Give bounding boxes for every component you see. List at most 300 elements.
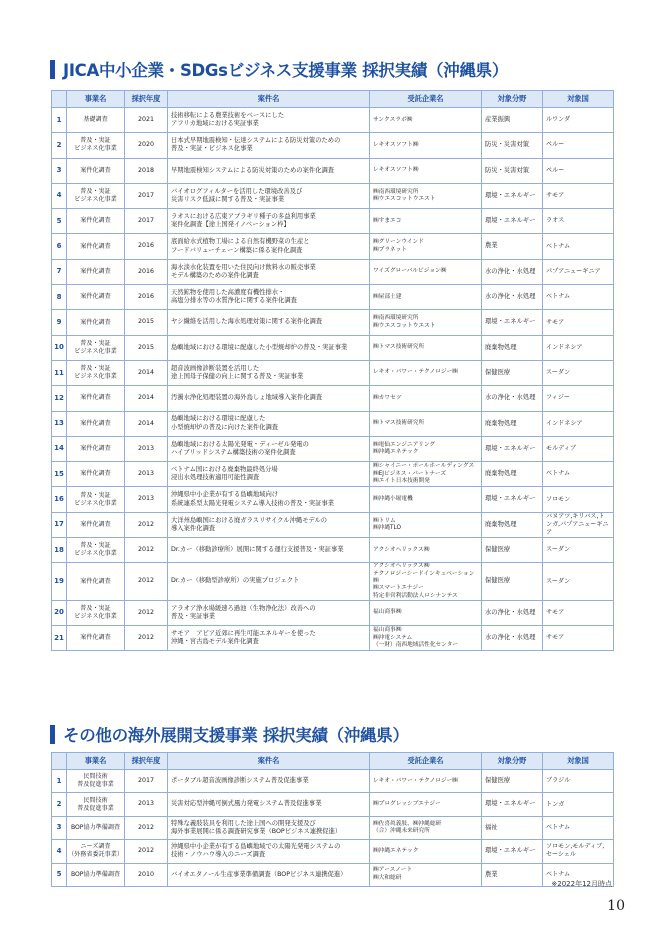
company-cell-line: ㈱アースノート [373,867,413,874]
row-number: 12 [52,386,67,411]
year-cell: 2016 [125,285,168,310]
header-no [52,91,67,108]
project-cell-line: 底面給水式植物工場による自然有機野菜の生産と [171,238,310,246]
category-cell [67,840,125,863]
project-cell-line: 島嶼地域における環境に配慮した小型焼却炉の普及・実証事業 [171,343,348,351]
row-number: 5 [52,863,67,886]
project-cell [168,563,370,600]
field-cell: 保健医療 [482,770,543,793]
field-cell: 農業 [482,863,543,886]
project-cell-line: 災害リスク低減に関する普及・実証事業 [171,196,285,204]
country-cell: ブラジル [543,770,614,793]
company-cell [370,108,482,133]
project-cell [168,770,370,793]
project-cell-line: 普及・実証・ビジネス化事業 [171,145,253,153]
category-cell [67,538,125,563]
field-cell: 環境・エネルギー [482,840,543,863]
project-cell [168,436,370,461]
field-cell: 環境・エネルギー [482,209,543,234]
category-cell [67,234,125,259]
company-cell-line: ㈱沖縄TLO [373,524,401,531]
project-cell [168,840,370,863]
company-cell-line: アクシオヘリックス㈱ [373,563,430,570]
country-cell: ソロモン [543,487,614,512]
country-cell: サモア [543,310,614,335]
year-cell: 2012 [125,840,168,863]
category-cell-line: ビジネス化事業 [74,347,117,355]
field-cell: 環境・エネルギー [482,310,543,335]
table-row [52,108,614,133]
company-cell [370,285,482,310]
category-cell-line: 案件化調査 [80,293,111,301]
company-cell [370,133,482,158]
year-cell: 2012 [125,600,168,625]
company-cell [370,462,482,487]
project-cell [168,285,370,310]
company-cell-line: ㈱スマートエナジー [373,585,424,592]
header-field: 対象分野 [482,91,543,108]
category-cell-line: （外務省委託事業） [68,851,123,859]
company-cell-line: ㈱エイト日本技術開発 [373,477,430,484]
category-cell-line: BOP協力準備調査 [70,823,121,831]
category-cell [67,626,125,651]
year-cell: 2015 [125,310,168,335]
project-cell-line: ベトナム国における廃棄物最終処分場 [171,466,278,473]
company-cell-line: ㈱プログレッシブエナジー [373,800,441,807]
year-cell: 2014 [125,386,168,411]
country-cell: バヌアツ,キリバス,トンガ,パプアニューギニア [543,512,614,537]
table-row [52,626,614,651]
category-cell-line: 案件化調査 [80,577,111,585]
row-number: 3 [52,158,67,183]
table-row [52,360,614,385]
project-cell-line: ラオスにおける広東アブラギリ種子の多益利用事業 [171,213,316,221]
header-no [52,753,67,770]
field-cell: 水の浄化・水処理 [482,386,543,411]
project-cell-line: 高塩分排水等の水質浄化に関する案件化調査 [171,297,297,305]
field-cell: 水の浄化・水処理 [482,626,543,651]
country-cell: スーダン [543,563,614,600]
category-cell-line: 案件化調査 [80,470,111,478]
company-cell-line: ㈱トリム [373,517,396,524]
table-row [52,563,614,600]
country-cell: サモア [543,626,614,651]
project-cell [168,183,370,208]
category-cell-line: ビジネス化事業 [74,550,117,558]
field-cell: 廃棄物処理 [482,462,543,487]
row-number: 6 [52,234,67,259]
row-number: 2 [52,793,67,816]
project-cell-line: 日本式早期地震検知・伝達システムによる防災対策のための [171,137,341,145]
row-number: 8 [52,285,67,310]
company-cell-line: 福山商事㈱ [373,627,402,634]
category-cell [67,133,125,158]
company-cell [370,863,482,886]
company-cell [370,487,482,512]
company-cell-line: （合）沖縄未来研究所 [373,827,430,834]
project-cell-line: 早期地震検知システムによる防災対策のための案件化調査 [171,166,335,174]
header-company: 受託企業名 [370,91,482,108]
project-cell-line: 特殊な義肢装具を利用した途上国への開発支援及び [171,819,316,827]
row-number: 4 [52,183,67,208]
country-cell: ベトナム [543,234,614,259]
company-cell-line: レキオスソフト㈱ [373,141,419,148]
row-number: 5 [52,209,67,234]
category-cell [67,793,125,816]
project-cell [168,234,370,259]
category-cell-line: ビジネス化事業 [74,196,117,204]
category-cell [67,462,125,487]
row-number: 16 [52,487,67,512]
company-cell [370,512,482,537]
project-cell [168,793,370,816]
year-cell: 2016 [125,234,168,259]
company-cell [370,209,482,234]
table-row [52,183,614,208]
project-cell [168,411,370,436]
year-cell: 2013 [125,487,168,512]
country-cell: ソロモン,モルディブ,セーシェル [543,840,614,863]
year-cell: 2020 [125,133,168,158]
category-cell-line: 案件化調査 [80,166,111,174]
company-cell [370,360,482,385]
company-cell-line: ㈱カワセツ [373,394,402,401]
company-cell-line: ㈱大和総研 [373,874,402,881]
country-cell: ベトナム [543,816,614,839]
project-cell [168,600,370,625]
company-cell [370,626,482,651]
company-cell-line: ㈱ウエスコットウエスト [373,196,436,203]
table-row [52,436,614,461]
category-cell [67,563,125,600]
category-cell [67,863,125,886]
field-cell: 保健医療 [482,360,543,385]
project-cell-line: 沖縄・宮古島モデル案件化調査 [171,638,259,646]
company-cell [370,335,482,360]
row-number: 2 [52,133,67,158]
country-cell: サモア [543,183,614,208]
row-number: 13 [52,411,67,436]
year-cell: 2013 [125,793,168,816]
row-number: 7 [52,259,67,284]
field-cell: 環境・エネルギー [482,183,543,208]
project-cell-line: 災害対応型沖縄可倒式風力発電システム普及促進事業 [171,800,322,808]
other-results-table [51,752,614,887]
jica-results-table [51,90,614,651]
table-row [52,487,614,512]
project-cell-line: ハイブリッドシステム構築技術の案件化調査 [171,449,296,456]
header-field: 対象分野 [482,753,543,770]
company-cell [370,183,482,208]
project-cell [168,209,370,234]
field-cell: 保健医療 [482,563,543,600]
table-row [52,234,614,259]
country-cell: インドネシア [543,411,614,436]
year-cell: 2017 [125,183,168,208]
company-cell-line: レキオ・パワー・テクノロジー㈱ [373,369,458,376]
row-number: 4 [52,840,67,863]
category-cell [67,360,125,385]
category-cell-line: 案件化調査 [80,217,111,225]
year-cell: 2012 [125,563,168,600]
country-cell: ラオス [543,209,614,234]
project-cell-line: 大洋州島嶼国における廃ガラスリサイクル沖縄モデルの [171,516,328,524]
project-cell-line: 島嶼地域における太陽光発電・ディーゼル発電の [171,440,309,448]
company-cell-line: ㈱EJビジネス・パートナーズ [373,470,447,477]
year-cell: 2015 [125,335,168,360]
category-cell [67,436,125,461]
row-number: 14 [52,436,67,461]
category-cell-line: ビジネス化事業 [74,499,117,507]
project-cell [168,259,370,284]
table-row [52,600,614,625]
category-cell [67,285,125,310]
category-cell-line: 普及・実証 [80,339,111,347]
company-cell [370,600,482,625]
company-cell [370,840,482,863]
company-cell [370,386,482,411]
country-cell: スーダン [543,538,614,563]
category-cell-line: 案件化調査 [80,634,111,642]
country-cell: ベトナム [543,863,614,886]
project-cell-line: アラオア浄水場緩速ろ過池（生物浄化法）改善への [171,604,316,612]
category-cell-line: 民間技術 [83,773,108,781]
company-cell [370,793,482,816]
category-cell-line: 普及促進事業 [77,781,114,789]
category-cell-line: 基礎調査 [83,116,108,124]
category-cell-line: ニーズ調査 [80,843,111,851]
company-cell-line: ㈱トマス技術研究所 [373,344,425,351]
category-cell [67,386,125,411]
table-row [52,512,614,537]
row-number: 19 [52,563,67,600]
year-cell: 2013 [125,436,168,461]
company-cell-line: ㈱南西環境研究所 [373,188,419,195]
category-cell-line: 案件化調査 [80,419,111,427]
company-cell-line: ㈱トマス技術研究所 [373,420,425,427]
section-title-text: その他の海外展開支援事業 採択実績（沖縄県） [63,726,409,745]
field-cell: 防災・災害対策 [482,133,543,158]
category-cell [67,411,125,436]
category-cell-line: 案件化調査 [80,267,111,275]
project-cell [168,310,370,335]
project-cell [168,158,370,183]
header-year: 採択年度 [125,91,168,108]
company-cell-line: ㈱プラネット [373,246,407,253]
company-cell-line: アクシオヘリックス㈱ [373,546,430,553]
country-cell: モルディブ [543,436,614,461]
category-cell [67,512,125,537]
company-cell-line: テクノロジーシードインキュベーション㈱ [373,570,475,584]
project-cell-line: 小型焼却炉の普及に向けた案件化調査 [171,423,279,431]
company-cell [370,563,482,600]
project-cell-line: 技術移転による農業技術をベースにした [171,111,285,119]
year-cell: 2010 [125,863,168,886]
row-number: 3 [52,816,67,839]
project-cell [168,626,370,651]
table-row [52,816,614,839]
project-cell-line: 海水淡水化装置を用いた住民向け飲料水の販売事業 [171,263,316,271]
category-cell-line: ビジネス化事業 [74,612,117,620]
category-cell [67,158,125,183]
country-cell: ペルー [543,158,614,183]
category-cell-line: 案件化調査 [80,242,111,250]
field-cell: 水の浄化・水処理 [482,285,543,310]
company-cell-line: （一財）南西地域活性化センター [373,641,459,648]
company-cell-line: ㈱屋部土建 [373,293,402,300]
category-cell-line: 案件化調査 [80,444,111,452]
category-cell-line: 普及・実証 [80,137,111,145]
category-cell-line: 案件化調査 [80,520,111,528]
company-cell-line: ㈱電仙エンジニアリング [373,441,436,448]
year-cell: 2012 [125,626,168,651]
project-cell [168,386,370,411]
field-cell: 防災・災害対策 [482,158,543,183]
field-cell: 農業 [482,234,543,259]
category-cell-line: 案件化調査 [80,318,111,326]
project-cell-line: 系統連系型太陽光発電システム導入技術の普及・実証事業 [171,499,335,507]
company-cell-line: レキオスソフト㈱ [373,167,419,174]
company-cell [370,538,482,563]
row-number: 21 [52,626,67,651]
company-cell-line: ㈱南西環境研究所 [373,315,419,322]
footnote-date: ※2022年12月時点 [551,880,612,888]
table-row [52,386,614,411]
project-cell-line: 途上国母子保健の向上に関する普及・実証事業 [171,373,304,381]
project-cell-line: バイオログフィルターを活用した環境改善及び [171,187,303,195]
project-cell [168,360,370,385]
field-cell: 水の浄化・水処理 [482,600,543,625]
field-cell: 環境・エネルギー [482,793,543,816]
field-cell: 廃棄物処理 [482,411,543,436]
field-cell: 保健医療 [482,538,543,563]
project-cell-line: 島嶼地域における環境に配慮した [171,415,266,423]
project-cell [168,462,370,487]
project-cell-line: バイオエタノール生産事業準備調査（BOPビジネス連携促進） [171,870,347,878]
project-cell [168,816,370,839]
header-company: 受託企業名 [370,753,482,770]
project-cell-line: 超音波画像診断装置を活用した [171,364,260,372]
category-cell-line: 普及・実証 [80,542,111,550]
header-country: 対象国 [543,753,614,770]
category-cell-line: 普及・実証 [80,365,111,373]
table-row [52,158,614,183]
year-cell: 2016 [125,259,168,284]
project-cell-line: Dr.カー（移動型診療所）の実施プロジェクト [171,577,300,585]
project-cell-line: フードバリューチェーン構築に係る案件化調査 [171,246,303,254]
country-cell: ペルー [543,133,614,158]
project-cell-line: 浸出水処理技術適用可能性調査 [171,474,260,482]
category-cell-line: 普及促進事業 [77,804,114,812]
company-cell-line: ㈱シャイニー・ポールホールディングス [373,463,475,470]
row-number: 18 [52,538,67,563]
country-cell: ルワンダ [543,108,614,133]
project-cell-line: 天然鉱物を使用した高濃度有機性排水・ [171,288,285,296]
category-cell [67,816,125,839]
year-cell: 2018 [125,158,168,183]
country-cell: サモア [543,600,614,625]
project-cell-line: 導入案件化調査 [171,524,216,532]
field-cell: 環境・エネルギー [482,487,543,512]
project-cell-line: ポータブル超音波画像診断システム普及促進事業 [171,777,309,785]
company-cell-line: サンクスラボ㈱ [373,116,413,123]
field-cell: 廃棄物処理 [482,512,543,537]
company-cell-line: ㈱グリーンウインド [373,239,424,246]
project-cell-line: 海外事業展開に係る調査研究事業（BOPビジネス連携促進） [171,827,342,835]
year-cell: 2014 [125,360,168,385]
field-cell: 水の浄化・水処理 [482,259,543,284]
field-cell: 環境・エネルギー [482,436,543,461]
company-cell-line: 福山商事㈱ [373,609,402,616]
category-cell [67,770,125,793]
project-cell-line: アフリカ地域における実証事業 [171,120,259,128]
row-number: 11 [52,360,67,385]
table-row [52,538,614,563]
title-accent-bar [50,60,55,79]
company-cell-line: ㈱沖縄小堀電機 [373,495,413,502]
country-cell: スーダン [543,360,614,385]
company-cell-line: レキオ・パワー・テクノロジー㈱ [373,777,458,784]
project-cell-line: 技術・ノウハウ導入のニーズ調査 [171,851,266,859]
page-number: 10 [607,898,625,914]
field-cell: 福祉 [482,816,543,839]
project-cell-line: モデル構築のための案件化調査 [171,271,259,279]
category-cell-line: 普及・実証 [80,491,111,499]
project-cell-line: ヤシ繊維を活用した海水処理対策に関する案件化調査 [171,318,323,326]
category-cell [67,259,125,284]
company-cell [370,770,482,793]
project-cell-line: 沖縄県中小企業が有する島嶼地域向け [171,491,279,499]
category-cell-line: 普及・実証 [80,188,111,195]
table-row [52,770,614,793]
table-row [52,209,614,234]
company-cell-line: ㈱ウエスコットウエスト [373,322,436,329]
table-row [52,840,614,863]
company-cell [370,310,482,335]
table-header-row [52,91,614,108]
table-row [52,259,614,284]
company-cell [370,436,482,461]
row-number: 1 [52,108,67,133]
country-cell: ベトナム [543,462,614,487]
section-title-jica [50,57,508,81]
country-cell: インドネシア [543,335,614,360]
category-cell-line: BOP協力準備調査 [70,870,121,878]
table-row [52,411,614,436]
country-cell: フィジー [543,386,614,411]
category-cell [67,209,125,234]
category-cell-line: 民間技術 [83,796,108,804]
company-cell [370,411,482,436]
year-cell: 2012 [125,816,168,839]
company-cell-line: ㈱佐喜眞義肢、㈱沖縄総研 [373,820,442,827]
company-cell-line: ㈱すまエコ [373,217,402,224]
row-number: 15 [52,462,67,487]
year-cell: 2017 [125,770,168,793]
category-cell [67,335,125,360]
country-cell: パプアニューギニア [543,259,614,284]
project-cell-line: 汚濁水浄化処理装置の海外島しょ地域導入案件化調査 [171,394,323,402]
table-row [52,133,614,158]
category-cell [67,310,125,335]
company-cell-line: ㈱沖電システム [373,634,413,641]
company-cell-line: ワイズグローバルビジョン㈱ [373,268,447,275]
category-cell-line: ビジネス化事業 [74,373,117,381]
project-cell-line: 案件化調査【途上国発イノベーション枠】 [171,221,290,229]
year-cell: 2021 [125,108,168,133]
project-cell [168,133,370,158]
project-cell [168,538,370,563]
